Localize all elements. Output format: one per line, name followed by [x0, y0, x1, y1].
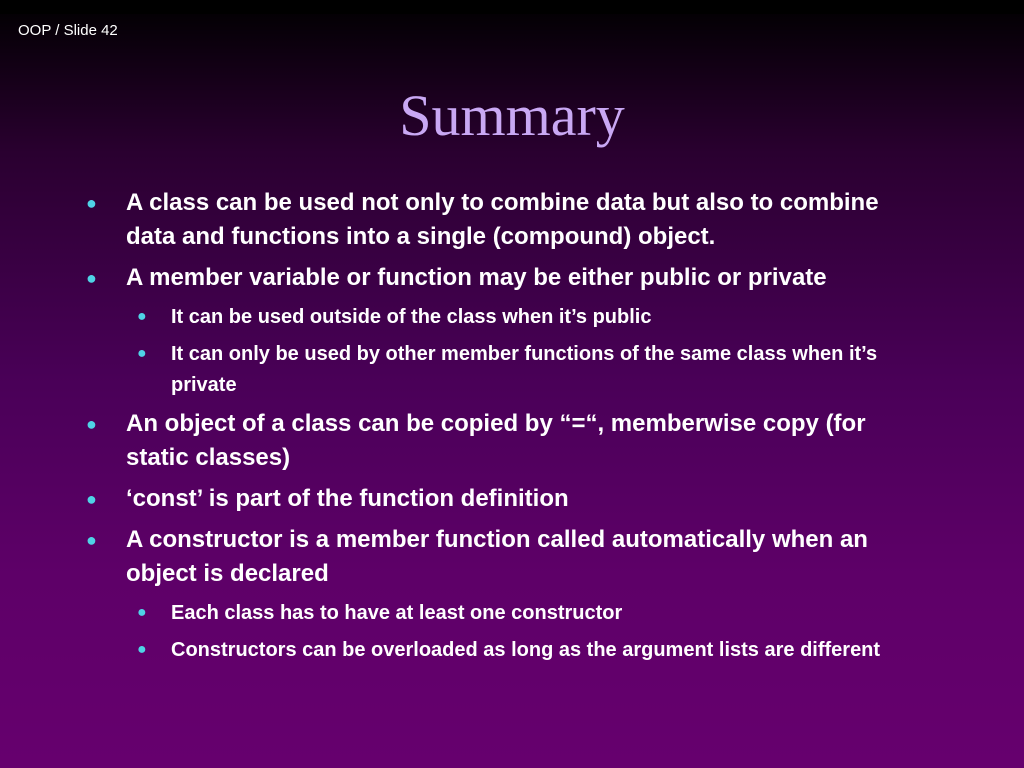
bullet-text: A class can be used not only to combine data but also to combine data and functions into a single (compound) object.: [126, 189, 879, 250]
sub-bullet-item: [86, 339, 916, 401]
sub-bullet-text: Constructors can be overloaded as long as the argument lists are different: [171, 639, 881, 661]
sub-bullet-item: [86, 598, 916, 629]
bullet-dot-icon: ●: [137, 641, 147, 658]
bullet-dot-icon: ●: [86, 489, 97, 509]
bullet-dot-icon: ●: [137, 345, 147, 362]
sub-bullet-text: Each class has to have at least one constructor: [171, 602, 623, 624]
sub-bullet-item: [86, 635, 916, 666]
bullet-item: [86, 261, 916, 295]
bullet-dot-icon: ●: [86, 193, 97, 213]
sub-bullet-text: It can be used outside of the class when it’s public: [171, 306, 652, 328]
sub-bullet-text: It can only be used by other member functions of the same class when it’s private: [171, 343, 878, 396]
bullet-item: [86, 407, 916, 475]
sub-bullet-item: [86, 302, 916, 333]
bullet-list: [86, 186, 916, 672]
bullet-dot-icon: ●: [137, 604, 147, 621]
top-bar: [0, 0, 1024, 14]
slide-title: Summary: [399, 83, 625, 148]
bullet-text: An object of a class can be copied by “=“, memberwise copy (for static classes): [126, 410, 866, 471]
bullet-item: [86, 523, 916, 591]
bullet-dot-icon: ●: [86, 530, 97, 550]
bullet-dot-icon: ●: [86, 268, 97, 288]
bullet-dot-icon: ●: [86, 414, 97, 434]
bullet-text: A constructor is a member function called automatically when an object is declared: [126, 526, 868, 587]
bullet-dot-icon: ●: [137, 308, 147, 325]
bullet-item: [86, 186, 916, 254]
bullet-text: A member variable or function may be either public or private: [126, 264, 827, 291]
slide-label: OOP / Slide 42: [18, 22, 118, 39]
bullet-item: [86, 482, 916, 516]
bullet-text: ‘const’ is part of the function definition: [126, 485, 569, 512]
